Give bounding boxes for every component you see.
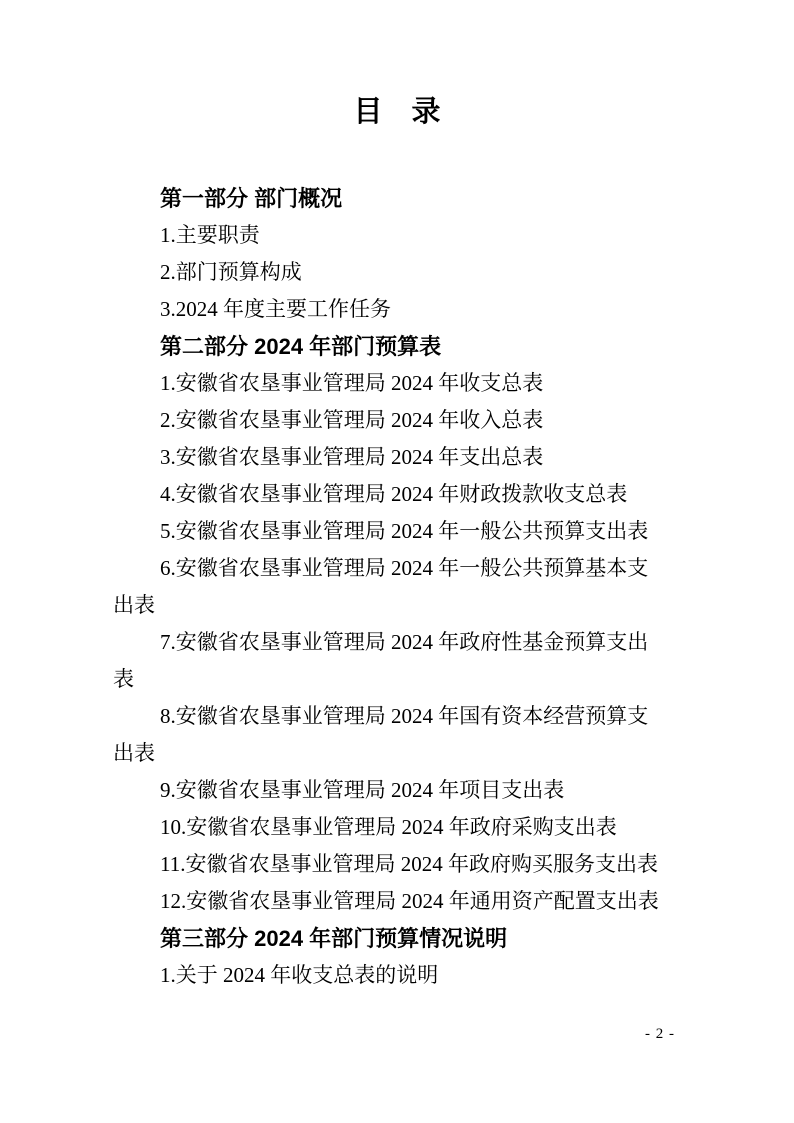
toc-entry: 4.安徽省农垦事业管理局 2024 年财政拨款收支总表 <box>160 482 628 506</box>
toc-entry: 10.安徽省农垦事业管理局 2024 年政府采购支出表 <box>160 815 617 839</box>
page-number: - 2 - <box>645 1026 675 1042</box>
toc-entry: 12.安徽省农垦事业管理局 2024 年通用资产配置支出表 <box>160 889 659 913</box>
table-of-contents <box>113 180 684 994</box>
toc-entry: 9.安徽省农垦事业管理局 2024 年项目支出表 <box>160 778 565 802</box>
toc-entry: 1.主要职责 <box>160 223 260 247</box>
toc-entry: 8.安徽省农垦事业管理局 2024 年国有资本经营预算支 <box>160 704 649 728</box>
toc-entry: 7.安徽省农垦事业管理局 2024 年政府性基金预算支出 <box>160 630 649 654</box>
toc-entry: 1.安徽省农垦事业管理局 2024 年收支总表 <box>160 371 544 395</box>
toc-entry: 1.关于 2024 年收支总表的说明 <box>160 963 439 987</box>
toc-entry: 6.安徽省农垦事业管理局 2024 年一般公共预算基本支 <box>160 556 649 580</box>
toc-entry: 3.安徽省农垦事业管理局 2024 年支出总表 <box>160 445 544 469</box>
toc-entry: 2.部门预算构成 <box>160 260 302 284</box>
toc-entry: 表 <box>113 667 134 691</box>
toc-entry: 2.安徽省农垦事业管理局 2024 年收入总表 <box>160 408 544 432</box>
toc-entry: 3.2024 年度主要工作任务 <box>160 297 391 321</box>
toc-section-heading: 第二部分 2024 年部门预算表 <box>160 334 442 359</box>
page-title: 目 录 <box>353 96 441 128</box>
toc-section-heading: 第一部分 部门概况 <box>160 186 343 211</box>
toc-entry: 11.安徽省农垦事业管理局 2024 年政府购买服务支出表 <box>160 852 658 876</box>
toc-entry: 出表 <box>113 741 155 765</box>
toc-section-heading: 第三部分 2024 年部门预算情况说明 <box>160 926 508 951</box>
toc-entry: 出表 <box>113 593 155 617</box>
toc-entry: 5.安徽省农垦事业管理局 2024 年一般公共预算支出表 <box>160 519 649 543</box>
